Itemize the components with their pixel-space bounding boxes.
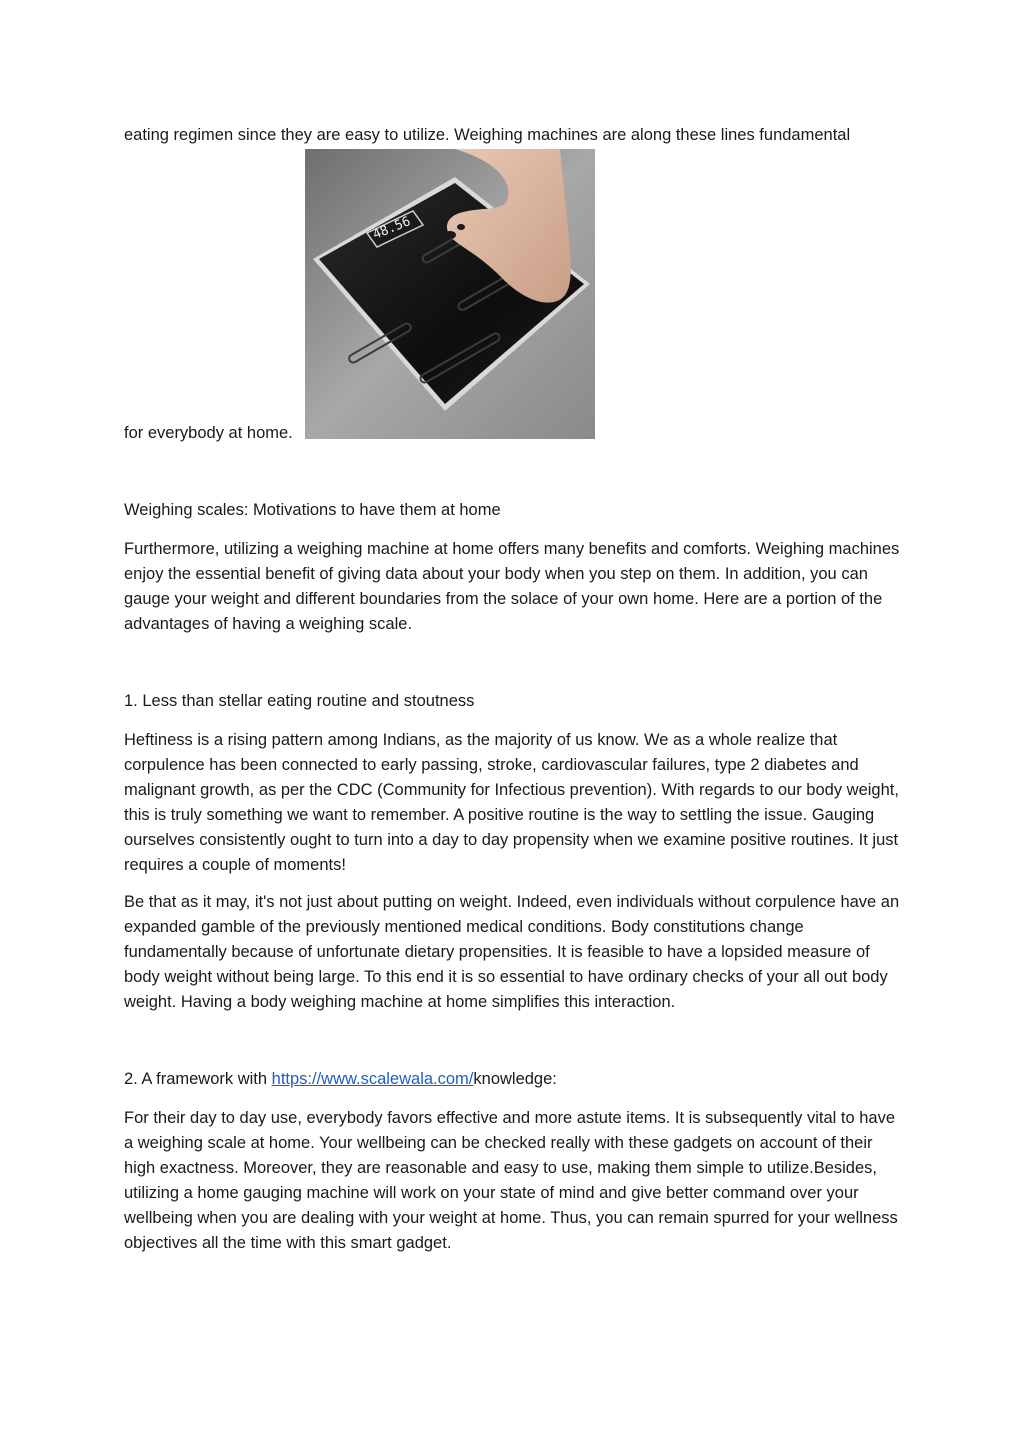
point-1-paragraph-1: Heftiness is a rising pattern among Indians, as the majority of us know. We as a whole realize that corpulence has been connected to early passing, stroke, cardiovascular failures, type 2 diabetes and malignant growth, as per the CDC (Community for Infectious prevention). With regards to our body weight, this is truly something we want to remember. A positive routine is the way to settling the issue. Gauging ourselves consistently ought to turn into a day to day propensity when we examine positive routines. It just requires a couple of moments! — [124, 731, 899, 874]
point-2-heading-prefix: 2. A framework with — [124, 1070, 272, 1088]
section-heading: Weighing scales: Motivations to have them at home — [124, 501, 501, 519]
point-2-heading — [124, 1067, 904, 1092]
intro-line-2: for everybody at home. — [124, 424, 293, 442]
scalewala-link[interactable]: https://www.scalewala.com/ — [271, 1070, 474, 1088]
point-2-paragraph: For their day to day use, everybody favors effective and more astute items. It is subsequently vital to have a weighing scale at home. Your wellbeing can be checked really with these gadgets on account of their high exactness. Moreover, they are reasonable and easy to use, making them simple to utilize.Besides, utilizing a home gauging machine will work on your state of mind and give better command over your wellbeing when you are dealing with your weight at home. Thus, you can remain spurred for your wellness objectives all the time with this smart gadget. — [124, 1109, 898, 1252]
scale-display-value: 48.56 — [370, 214, 413, 243]
intro-line-1: eating regimen since they are easy to utilize. Weighing machines are along these lines fundamental — [124, 126, 851, 144]
point-2-heading-suffix: knowledge: — [473, 1070, 557, 1088]
weighing-scale-photo — [305, 149, 595, 439]
section-paragraph: Furthermore, utilizing a weighing machine at home offers many benefits and comforts. Weighing machines enjoy the essential benefit of giving data about your body when you step on them. In addition, you can gauge your weight and different boundaries from the solace of your own home. Here are a portion of the advantages of having a weighing scale. — [124, 540, 900, 633]
point-1-heading: 1. Less than stellar eating routine and stoutness — [124, 692, 475, 710]
point-1-paragraph-2: Be that as it may, it's not just about putting on weight. Indeed, even individuals without corpulence have an expanded gamble of the previously mentioned medical conditions. Body constitutions change fundamentally because of unfortunate dietary propensities. It is feasible to have a lopsided measure of body weight without being large. To this end it is so essential to have ordinary checks of your all out body weight. Having a body weighing machine at home simplifies this interaction. — [124, 893, 900, 1011]
